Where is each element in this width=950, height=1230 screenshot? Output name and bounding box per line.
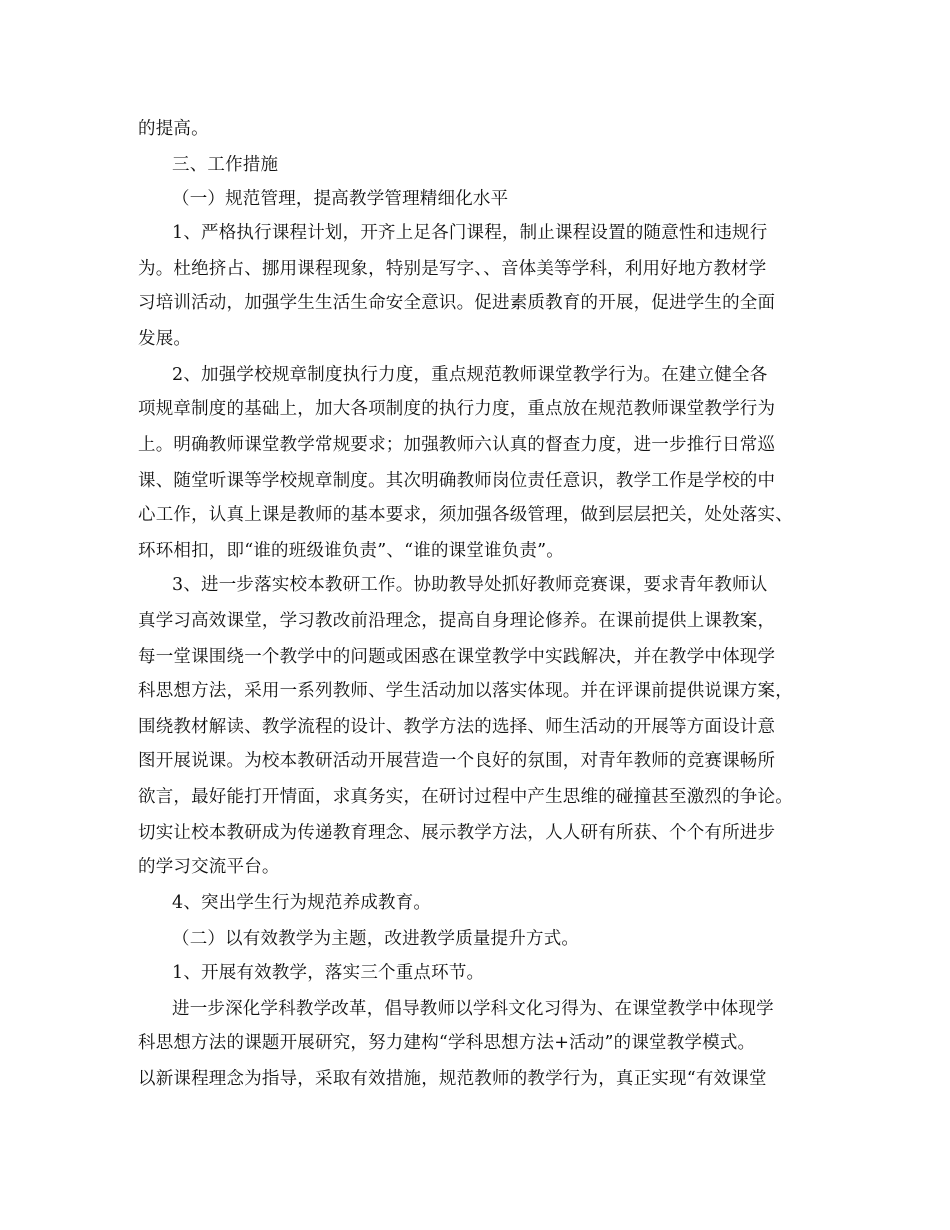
text-line: 每一堂课围绕一个教学中的问题或困惑在课堂教学中实践解决，并在教学中体现学 xyxy=(138,647,776,667)
section-heading: 三、工作措施 xyxy=(172,155,279,175)
text-line: 1、严格执行课程计划，开齐上足各门课程，制止课程设置的随意性和违规行 xyxy=(172,223,768,243)
text-line: 以新课程理念为指导，采取有效措施，规范教师的教学行为，真正实现“有效课堂 xyxy=(138,1069,767,1089)
text-line: 切实让校本教研成为传递教育理念、展示教学方法，人人研有所获、个个有所进步 xyxy=(138,823,776,843)
text-line: 欲言，最好能打开情面，求真务实，在研讨过程中产生思维的碰撞甚至激烈的争论。 xyxy=(138,787,793,807)
text-line: 上。明确教师课堂教学常规要求；加强教师六认真的督查力度，进一步推行日常巡 xyxy=(138,435,776,455)
text-line: 的学习交流平台。 xyxy=(138,857,280,877)
subsection-heading: （一）规范管理，提高教学管理精细化水平 xyxy=(172,189,509,209)
text-line: 为。杜绝挤占、挪用课程现象，特别是写字、、音体美等学科，利用好地方教材学 xyxy=(138,259,767,279)
text-line: 真学习高效课堂，学习教改前沿理念，提高自身理论修养。在课前提供上课教案， xyxy=(138,611,776,631)
text-line: 科思想方法，采用一系列教师、学生活动加以落实体现。并在评课前提供说课方案， xyxy=(138,681,793,701)
text-line: 习培训活动，加强学生生活生命安全意识。促进素质教育的开展，促进学生的全面 xyxy=(138,293,776,313)
text-line: 的提高。 xyxy=(138,119,209,139)
text-line: 围绕教材解读、教学流程的设计、教学方法的选择、师生活动的开展等方面设计意 xyxy=(138,717,776,737)
text-line: 课、随堂听课等学校规章制度。其次明确教师岗位责任意识，教学工作是学校的中 xyxy=(138,471,776,491)
text-line: 图开展说课。为校本教研活动开展营造一个良好的氛围，对青年教师的竞赛课畅所 xyxy=(138,751,776,771)
text-line: 发展。 xyxy=(138,329,192,349)
text-line: 环环相扣，即“谁的班级谁负责”、“谁的课堂谁负责”。 xyxy=(138,541,564,561)
text-line: 项规章制度的基础上，加大各项制度的执行力度，重点放在规范教师课堂教学行为 xyxy=(138,399,776,419)
text-line: 2、加强学校规章制度执行力度，重点规范教师课堂教学行为。在建立健全各 xyxy=(172,365,768,385)
text-line: 进一步深化学科教学改革，倡导教师以学科文化习得为、在课堂教学中体现学 xyxy=(172,999,774,1019)
text-line: 1、开展有效教学，落实三个重点环节。 xyxy=(172,963,485,983)
text-line: 3、进一步落实校本教研工作。协助教导处抓好教师竞赛课，要求青年教师认 xyxy=(172,575,768,595)
text-line: 4、突出学生行为规范养成教育。 xyxy=(172,893,432,913)
text-line: 心工作，认真上课是教师的基本要求，须加强各级管理，做到层层把关，处处落实、 xyxy=(138,505,793,525)
text-line: 科思想方法的课题开展研究，努力建构“学科思想方法+活动”的课堂教学模式。 xyxy=(138,1033,756,1053)
subsection-heading: （二）以有效教学为主题，改进教学质量提升方式。 xyxy=(172,929,580,949)
